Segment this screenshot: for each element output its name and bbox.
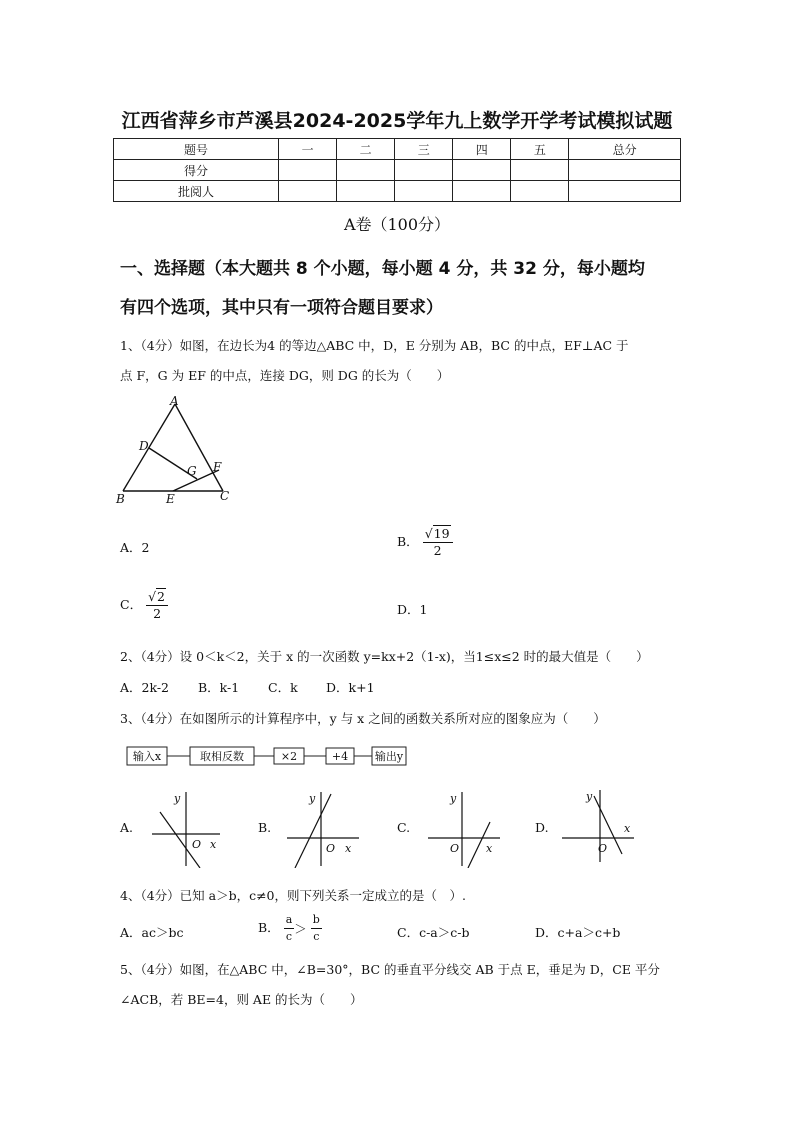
axis-label-y: y [450,792,457,805]
side-ac [175,404,223,491]
axis-label-o: O [326,842,336,855]
row-label: 批阅人 [114,181,279,202]
q1-text-line2: 点 F，G 为 EF 的中点，连接 DG，则 DG 的长为（ ） [120,368,450,383]
q3-graph-a [148,788,224,868]
denominator: c [285,930,293,943]
score-cell[interactable] [279,160,337,181]
flow-text-input: 输入x [132,750,162,763]
q1-option-a[interactable]: A．2 [120,540,150,555]
q4-option-c[interactable]: C．c-a＞c-b [397,925,470,940]
paper-label: A卷（100分） [343,215,451,234]
q2-text: 2、（4分）设 0＜k＜2，关于 x 的一次函数 y=kx+2（1-x)，当1≤x≤2 时的最大值是（ ） [120,649,649,664]
denominator: c [313,930,320,943]
q4-option-d[interactable]: D．c+a＞c+b [535,925,621,940]
header-cell: 三 [395,139,453,160]
section-heading-line2: 有四个选项，其中只有一项符合题目要求） [120,298,443,318]
grader-cell[interactable] [395,181,453,202]
q3-graph-d [560,786,640,866]
q3-option-c-label[interactable]: C. [397,820,411,835]
axis-label-x: x [345,842,352,855]
graph-line [295,794,331,868]
q2-option-b[interactable]: B．k-1 [198,680,240,695]
grader-cell[interactable] [337,181,395,202]
label-b: B [116,492,125,506]
numerator: b [311,912,322,929]
page-title: 江西省萍乡市芦溪县2024-2025学年九上数学开学考试模拟试题 [121,110,673,132]
header-cell: 二 [337,139,395,160]
side-ab [123,404,175,491]
grader-cell[interactable] [453,181,511,202]
row-label: 得分 [114,160,279,181]
axis-label-o: O [450,842,460,855]
fraction-b-over-c [311,912,322,945]
flow-text-output: 输出y [374,750,404,763]
numerator: √2 [146,589,168,606]
q2-option-c[interactable]: C．k [268,680,298,695]
greater-than-sign: ＞ [294,921,307,937]
option-b-prefix: B． [258,920,280,935]
q1-triangle-figure [112,392,242,510]
numerator: √19 [423,526,453,543]
axis-label-x: x [624,822,631,835]
score-cell[interactable] [395,160,453,181]
label-e: E [166,492,175,506]
label-c: C [220,489,230,503]
q3-graph-c [424,788,504,868]
score-cell[interactable] [337,160,395,181]
grader-row [114,181,681,202]
axis-label-y: y [586,790,593,803]
header-cell: 四 [453,139,511,160]
axis-label-y: y [309,792,316,805]
header-cell: 一 [279,139,337,160]
axis-label-x: x [210,838,217,851]
score-table-header-row [114,139,681,160]
flow-text-plus4: +4 [331,750,349,763]
q2-option-d[interactable]: D．k+1 [326,680,375,695]
denominator: 2 [433,543,442,558]
label-d: D [139,439,149,453]
q2-option-a[interactable]: A．2k-2 [120,680,170,695]
score-cell[interactable] [569,160,681,181]
header-cell: 五 [511,139,569,160]
score-row [114,160,681,181]
label-g: G [187,464,197,478]
q5-text-line2: ∠ACB，若 BE=4，则 AE 的长为（ ） [120,992,363,1007]
fraction [423,526,453,559]
fraction-a-over-c [284,912,295,945]
sqrt-radicand: 19 [433,526,450,541]
q1-option-c[interactable] [120,589,168,622]
score-cell[interactable] [453,160,511,181]
score-cell[interactable] [511,160,569,181]
q1-text-line1: 1、（4分）如图，在边长为4 的等边△ABC 中，D，E 分别为 AB，BC 的中点，EF⊥AC 于 [120,338,629,353]
numerator: a [284,912,295,929]
grader-cell[interactable] [511,181,569,202]
q1-option-d[interactable]: D．1 [397,602,428,617]
fraction [146,589,168,622]
grader-cell[interactable] [279,181,337,202]
option-b-prefix: B． [397,534,419,549]
denominator: 2 [153,606,162,621]
section-heading-line1: 一、选择题（本大题共 8 个小题，每小题 4 分，共 32 分，每小题均 [120,259,645,279]
q3-graph-b [283,788,363,868]
q4-option-a[interactable]: A．ac＞bc [120,925,184,940]
q4-text: 4、（4分）已知 a＞b，c≠0，则下列关系一定成立的是（ ）. [120,888,466,903]
sqrt-radicand: 2 [157,589,165,604]
q3-option-b-label[interactable]: B. [258,820,272,835]
q1-option-b[interactable] [397,526,453,559]
axis-label-o: O [598,842,608,855]
grader-cell[interactable] [569,181,681,202]
flow-text-times2: ×2 [280,750,298,763]
label-f: F [213,460,222,474]
label-a: A [170,394,179,408]
q3-flow-diagram [124,744,424,772]
q4-option-b[interactable] [258,912,322,945]
option-c-prefix: C． [120,597,143,612]
q5-text-line1: 5、（4分）如图，在△ABC 中，∠B=30°，BC 的垂直平分线交 AB 于点 E，垂足为 D，CE 平分 [120,962,660,977]
score-table [113,138,681,202]
axis-label-x: x [486,842,493,855]
flow-text-negate: 取相反数 [200,750,244,763]
q3-option-a-label[interactable]: A. [120,820,134,835]
axis-label-y: y [174,792,181,805]
header-cell: 题号 [114,139,279,160]
q3-text: 3、（4分）在如图所示的计算程序中，y 与 x 之间的函数关系所对应的图象应为（ ） [120,711,606,726]
axis-label-o: O [192,838,202,851]
header-cell: 总分 [569,139,681,160]
q3-option-d-label[interactable]: D. [535,820,549,835]
